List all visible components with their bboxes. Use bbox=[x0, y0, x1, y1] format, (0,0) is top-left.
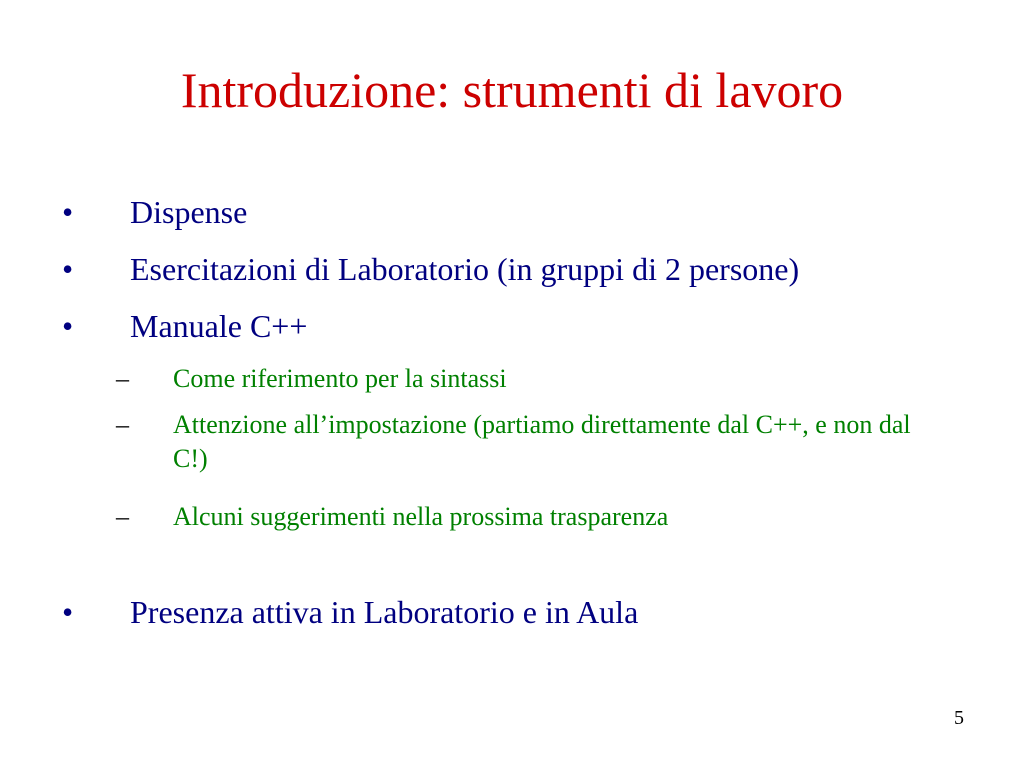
subbullet-text: Come riferimento per la sintassi bbox=[173, 364, 507, 393]
subbullet-marker: – bbox=[116, 502, 129, 531]
bullet-text: Esercitazioni di Laboratorio (in gruppi di 2 persone) bbox=[130, 251, 800, 287]
bullet-marker: • bbox=[62, 594, 74, 630]
bullet-item-esercitazioni bbox=[62, 249, 799, 289]
bullet-text: Presenza attiva in Laboratorio e in Aula bbox=[130, 594, 639, 630]
subbullet-marker: – bbox=[116, 410, 129, 439]
subbullet-item-attenzione bbox=[116, 408, 933, 476]
page-number: 5 bbox=[954, 707, 964, 729]
bullet-item-presenza bbox=[62, 592, 638, 632]
bullet-marker: • bbox=[62, 194, 74, 230]
bullet-marker: • bbox=[62, 308, 74, 344]
subbullet-item-suggerimenti bbox=[116, 500, 933, 534]
subbullet-marker: – bbox=[116, 364, 129, 393]
bullet-text: Manuale C++ bbox=[130, 308, 308, 344]
subbullet-text: Attenzione all’impostazione (partiamo direttamente dal C++, e non dal C!) bbox=[173, 410, 911, 473]
subbullet-text: Alcuni suggerimenti nella prossima trasparenza bbox=[173, 502, 669, 531]
slide-title: Introduzione: strumenti di lavoro bbox=[180, 62, 844, 118]
bullet-item-dispense bbox=[62, 192, 247, 232]
bullet-text: Dispense bbox=[130, 194, 248, 230]
bullet-item-manuale bbox=[62, 306, 307, 346]
bullet-marker: • bbox=[62, 251, 74, 287]
subbullet-item-riferimento bbox=[116, 362, 933, 396]
